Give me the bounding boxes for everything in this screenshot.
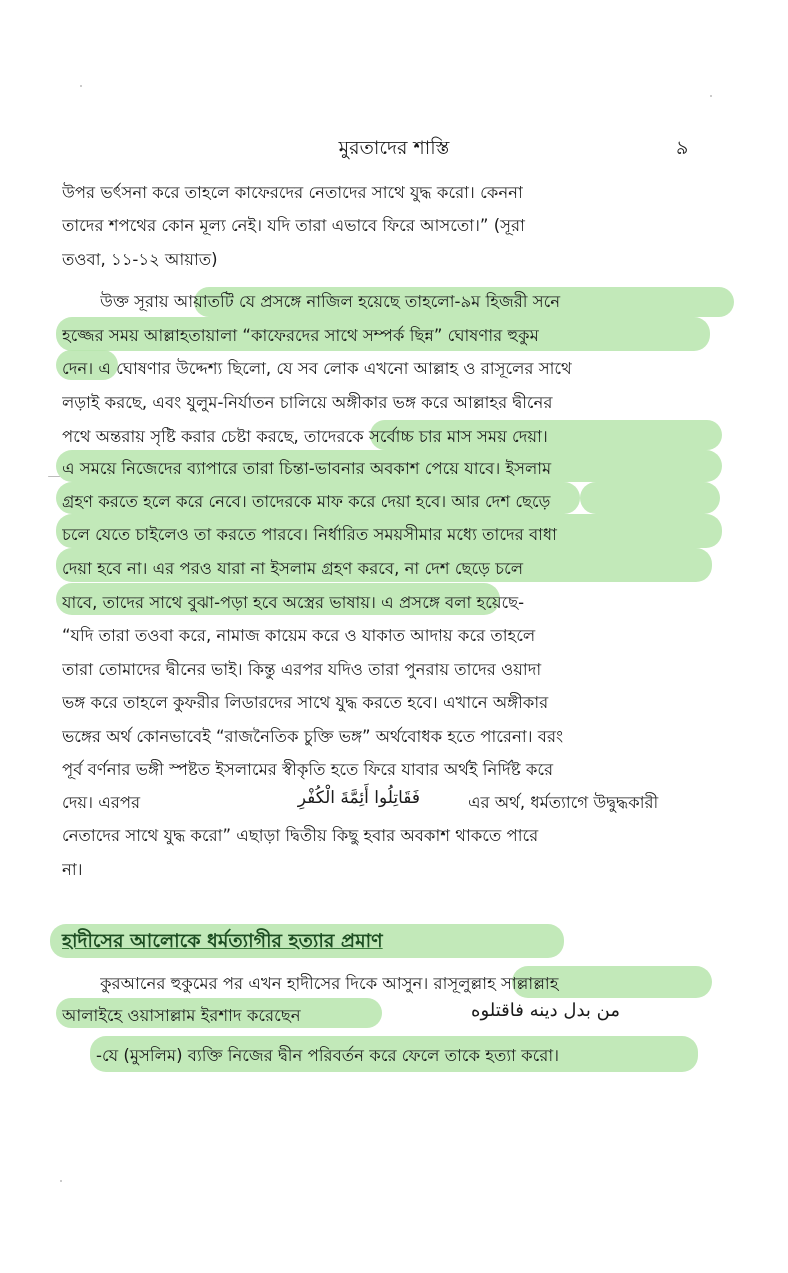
text-line: তাদের শপথের কোন মূল্য নেই। যদি তারা এভাবে ফিরে আসতো।” (সূরা (62, 216, 525, 235)
text-line: যাবে, তাদের সাথে বুঝা-পড়া হবে অস্ত্রের ভাষায়। এ প্রসঙ্গে বলা হয়েছে- (62, 593, 525, 612)
text-line: তারা তোমাদের দ্বীনের ভাই। কিন্তু এরপর যদিও তারা পুনরায় তাদের ওয়াদা (62, 660, 542, 679)
text-line: দেয়। এরপর (62, 793, 141, 812)
text-line: ভঙ্গের অর্থ কোনভাবেই “রাজনৈতিক চুক্তি ভঙ্গ” অর্থবোধক হতে পারেনা। বরং (62, 727, 564, 746)
scan-speck (60, 1180, 62, 1182)
text-line: পূর্ব বর্ণনার ভঙ্গী স্পষ্টত ইসলামের স্বীকৃতি হতে ফিরে যাবার অর্থই নির্দিষ্ট করে (62, 760, 554, 779)
hadith-arabic: من بدل دينه فاقتلوه (471, 1000, 620, 1021)
running-header-title: মুরতাদের শাস্তি (338, 137, 450, 159)
text-line: তওবা, ১১-১২ আয়াত) (62, 250, 218, 269)
text-line: কুরআনের হুকুমের পর এখন হাদীসের দিকে আসুন। রাসূলুল্লাহ সাল্লাল্লাহ (100, 974, 559, 993)
scan-speck (80, 85, 82, 87)
text-line: নেতাদের সাথে যুদ্ধ করো” এছাড়া দ্বিতীয় কিছু হবার অবকাশ থাকতে পারে (62, 826, 539, 845)
text-line: লড়াই করছে, এবং যুলুম-নির্যাতন চালিয়ে অঙ্গীকার ভঙ্গ করে আল্লাহর দ্বীনের (62, 393, 553, 412)
quran-arabic-phrase: فَقَاتِلُوا أَئِمَّةَ الْكُفْرِ (297, 788, 420, 808)
section-heading: হাদীসের আলোকে ধর্মত্যাগীর হত্যার প্রমাণ (62, 930, 383, 952)
text-line: এ সময়ে নিজেদের ব্যাপারে তারা চিন্তা-ভাবনার অবকাশ পেয়ে যাবে। ইসলাম (62, 459, 552, 478)
text-line: হজ্জের সময় আল্লাহতায়ালা “কাফেরদের সাথে সম্পর্ক ছিন্ন” ঘোষণার হুকুম (62, 326, 539, 345)
text-line: আলাইহে ওয়াসাল্লাম ইরশাদ করেছেন (62, 1006, 301, 1025)
text-line: না। (62, 860, 83, 879)
text-line: দেয়া হবে না। এর পরও যারা না ইসলাম গ্রহণ করবে, না দেশ ছেড়ে চলে (62, 559, 523, 578)
text-line: দেন। এ ঘোষণার উদ্দেশ্য ছিলো, যে সব লোক এখনো আল্লাহ ও রাসূলের সাথে (62, 359, 572, 378)
text-line: উপর ভর্ৎসনা করে তাহলে কাফেরদের নেতাদের সাথে যুদ্ধ করো। কেননা (62, 183, 523, 202)
text-line: চলে যেতে চাইলেও তা করতে পারবে। নির্ধারিত সময়সীমার মধ্যে তাদের বাধা (62, 525, 557, 544)
text-line: পথে অন্তরায় সৃষ্টি করার চেষ্টা করছে, তাদেরকে সর্বোচ্চ চার মাস সময় দেয়া। (62, 427, 548, 446)
text-line: ভঙ্গ করে তাহলে কুফরীর লিডারদের সাথে যুদ্ধ করতে হবে। এখানে অঙ্গীকার (62, 693, 549, 712)
text-line: -যে (মুসলিম) ব্যক্তি নিজের দ্বীন পরিবর্তন করে ফেলে তাকে হত্যা করো। (96, 1046, 560, 1065)
scan-speck (48, 476, 60, 477)
text-line: এর অর্থ, ধর্মত্যাগে উদ্বুদ্ধকারী (468, 793, 659, 812)
text-line: উক্ত সূরায় আয়াতটি যে প্রসঙ্গে নাজিল হয়েছে তাহলো-৯ম হিজরী সনে (100, 292, 561, 311)
page-number: ৯ (676, 137, 689, 159)
text-line: গ্রহণ করতে হলে করে নেবে। তাদেরকে মাফ করে দেয়া হবে। আর দেশ ছেড়ে (62, 492, 551, 511)
text-line: “যদি তারা তওবা করে, নামাজ কায়েম করে ও যাকাত আদায় করে তাহলে (62, 626, 536, 645)
scan-speck (710, 95, 712, 97)
